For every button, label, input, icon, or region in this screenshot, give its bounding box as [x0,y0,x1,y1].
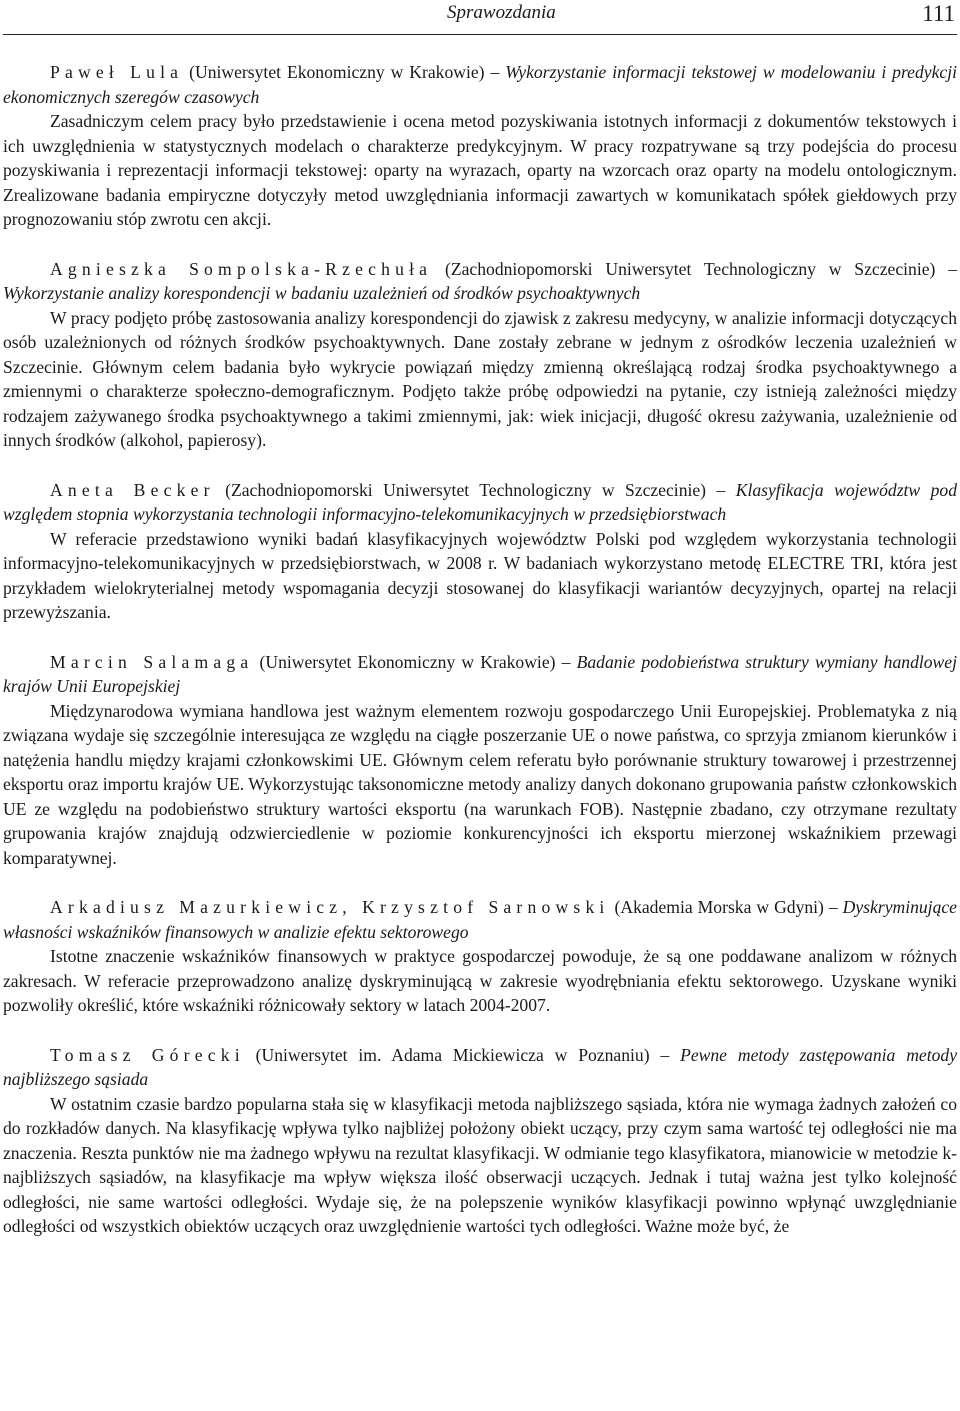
entry-title: Dyskryminujące własności wskaźników finansowych w analizie efektu sektorowego [3,897,957,942]
entry-title: Klasyfikacja województw pod względem stopnia wykorzystania technologii informacyjno-telekomunikacyjnych w przedsiębiorstwach [3,479,957,524]
entry-heading [3,650,957,699]
entry-authors: Aneta Becker [50,479,215,500]
entry-title: Pewne metody zastępowania metody najbliższego sąsiada [3,1044,957,1089]
entry-abstract: Zasadniczym celem pracy było przedstawienie i ocena metod pozyskiwania istotnych informacji z dokumentów tekstowych i ich uwzględnienia w statystycznych modelach o charakterze predykcyjnym. W pracy rozpatrywane są trzy podejścia do procesu pozyskiwania i reprezentacji informacji tekstowej: oparty na wyrazach, oparty na wzorcach oraz oparty na modelu ontologicznym. Zrealizowane badania empiryczne dotyczyły metod uwzględniania informacji zawartych w komunikatach spółek giełdowych przy prognozowaniu stóp zwrotu cen akcji. [3,111,957,229]
entry-authors: Tomasz Górecki [50,1044,245,1065]
report-entries [3,60,957,1239]
report-entry-becker [3,478,957,625]
running-title: Sprawozdania [447,2,556,23]
entry-authors: Marcin Salamaga [50,651,254,672]
page-number: 111 [922,1,955,26]
entry-authors: Agnieszka Sompolska-Rzechuła [50,258,433,279]
report-entry-sompolska-rzechula [3,257,957,453]
journal-page [3,0,957,1236]
entry-heading [3,478,957,527]
entry-abstract: W pracy podjęto próbę zastosowania analizy korespondencji do zjawisk z zakresu medycyny, w analizie informacji dotyczących osób uzależnionych od różnych środków psychoaktywnych. Dane zostały zebrane w jednym z ośrodków leczenia uzależnień w Szczecinie. Głównym celem badania było wykrycie powiązań między zmienną określającą rodzaj środka psychoaktywnego a zmiennymi o charakterze społeczno-demograficznym. Podjęto także próbę odpowiedzi na pytanie, czy istnieją zależności między rodzajem zażywanego środka psychoaktywnego a takimi zmiennymi, jak: wiek inicjacji, długość okresu zażywania, uzależnienie od innych środków (alkohol, papierosy). [3,307,957,450]
entry-abstract: Istotne znaczenie wskaźników finansowych w praktyce gospodarczej powoduje, że są one poddawane analizom w różnych zakresach. W referacie przeprowadzono analizę dyskryminującą w zakresie wyodrębniania efektu sektorowego. Uzyskane wyniki pozwoliły określić, które wskaźniki różnicowały sektory w latach 2004-2007. [3,946,957,1015]
report-entry-gorecki [3,1043,957,1239]
entry-authors: Arkadiusz Mazurkiewicz, Krzysztof Sarnowski [50,897,610,917]
entry-affiliation: (Uniwersytet Ekonomiczny w Krakowie) – [183,62,506,82]
entry-authors: Paweł Lula [50,62,184,82]
running-head [3,0,957,35]
report-entry-lula [3,60,957,232]
entry-heading [3,895,957,944]
entry-title: Wykorzystanie analizy korespondencji w badaniu uzależnień od środków psychoaktywnych [3,283,641,303]
report-entry-salamaga [3,650,957,871]
entry-abstract: Międzynarodowa wymiana handlowa jest ważnym elementem rozwoju gospodarczego Unii Europejskiej. Problematyka z nią związana wydaje się szczególnie interesująca ze względu na ciągłe poszerzanie UE o nowe państwa, co sprzyja zmianom kierunków i natężenia handlu między krajami członkowskimi UE. Głównym celem referatu było porównanie struktury towarowej i przestrzennej eksportu oraz importu krajów UE. Wykorzystując taksonomiczne metody analizy danych dokonano grupowania państw członkowskich UE ze względu na podobieństwo struktury wartości eksportu (na warunkach FOB). Następnie zbadano, czy otrzymane rezultaty grupowania krajów znajdują odzwierciedlenie w poziomie konkurencyjności ich eksportu mierzonej wskaźnikiem przewagi komparatywnej. [3,700,957,868]
entry-title: Wykorzystanie informacji tekstowej w modelowaniu i predykcji ekonomicznych szeregów czasowych [3,62,957,107]
entry-heading [3,257,957,306]
report-entry-mazurkiewicz-sarnowski [3,895,957,1018]
entry-heading [3,60,957,109]
entry-heading [3,1043,957,1092]
entry-abstract: W referacie przedstawiono wyniki badań klasyfikacyjnych województw Polski pod względem wykorzystania technologii informacyjno-telekomunikacyjnych w przedsiębiorstwach, w 2008 r. W badaniach wykorzystano metodę ELECTRE TRI, która jest przykładem wielokryterialnej metody wspomagania decyzji stosowanej do klasyfikacji wariantów decyzyjnych, opartej na relacji przewyższania. [3,528,957,622]
entry-affiliation: (Zachodniopomorski Uniwersytet Technologiczny w Szczecinie) – [432,258,957,279]
entry-affiliation: (Zachodniopomorski Uniwersytet Technologiczny w Szczecinie) – [214,479,736,500]
entry-affiliation: (Akademia Morska w Gdyni) – [609,897,843,917]
entry-title: Badanie podobieństwa struktury wymiany handlowej krajów Unii Europejskiej [3,651,957,696]
entry-affiliation: (Uniwersytet Ekonomiczny w Krakowie) – [253,651,577,672]
entry-abstract: W ostatnim czasie bardzo popularna stała się w klasyfikacji metoda najbliższego sąsiada, która nie wymaga żadnych założeń co do rozkładów danych. Na klasyfikację wpływa tylko najbliżej położony obiekt uczący, przy czym sama wartość tej odległości nie ma znaczenia. Reszta punktów nie ma żadnego wpływu na rezultat klasyfikacji. W odmianie tego klasyfikatora, mianowicie w metodzie k-najbliższych sąsiadów, na klasyfikacje ma wpływ większa ilość obserwacji uczących. Jednak i tutaj ważna jest tylko kolejność odległości, nie same wartości odległości. Wydaje się, że na polepszenie wyników klasyfikacji powinno wpłynąć uwzględnianie odległości od wszystkich obiektów uczących oraz uwzględnienie wartości tych odległości. Ważne może być, że [3,1093,957,1236]
entry-affiliation: (Uniwersytet im. Adama Mickiewicza w Poznaniu) – [244,1044,681,1065]
